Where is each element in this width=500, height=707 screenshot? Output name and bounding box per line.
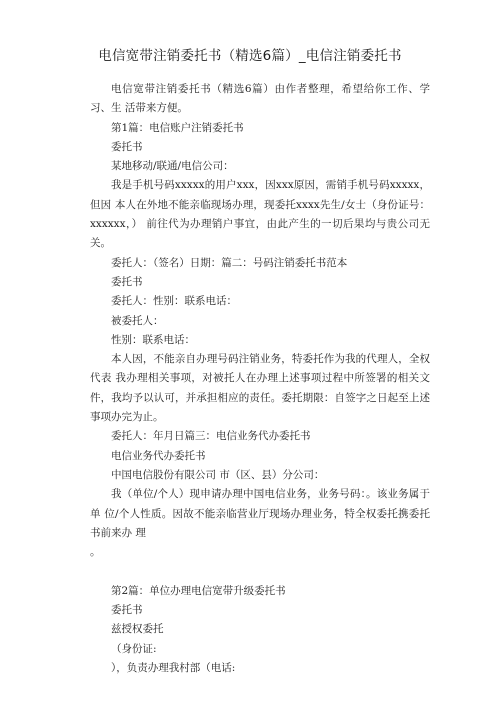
blank-line: [90, 562, 430, 581]
letter-heading: 电信业务代办委托书: [111, 449, 206, 462]
section-heading-1: 第1篇：电信账户注销委托书: [111, 121, 244, 134]
field-line: 性别：联系电话：: [111, 333, 195, 346]
section-heading-2: 第2篇：单位办理电信宽带升级委托书: [111, 584, 286, 597]
body-paragraph: 我是手机号码xxxxx的用户xxx，因xxx原因，需销手机号码xxxxx，但因 本人在外地不能亲临现场办理，现委托xxxx先生/女士（身份证号：xxxxxx，） 前往代为办理销户事宜，由此产生的一切后果均与贵公司无关。: [90, 179, 430, 250]
document-body: [90, 80, 430, 678]
addressee-line: 某地移动/联通/电信公司：: [111, 160, 234, 173]
addressee-line: 中国电信股份有限公司 市（区、县）分公司：: [111, 468, 325, 481]
letter-heading: 委托书: [111, 604, 143, 617]
letter-heading: 委托书: [111, 140, 143, 153]
body-paragraph: 本人因，不能亲自办理号码注销业务，特委托作为我的代理人，全权代表 我办理相关事项，对被托人在办理上述事项过程中所签署的相关文件，我均予以认可，并承担相应的责任。委托期限：自签字之日起至上述事项办完为止。: [90, 353, 430, 424]
letter-heading: 委托书: [111, 275, 143, 288]
signature-line: 委托人：年月日篇三：电信业务代办委托书: [111, 430, 311, 443]
document-title: 电信宽带注销委托书（精选6篇）_电信注销委托书: [98, 48, 402, 64]
signature-line: 委托人：（签名）日期：篇二：号码注销委托书范本: [111, 256, 348, 269]
field-line: （身份证:: [111, 642, 157, 655]
field-line: 兹授权委托: [111, 623, 164, 636]
body-paragraph: 我（单位/个人）现申请办理中国电信业务，业务号码：。该业务属于单 位/个人性质。因故不能亲临营业厅现场办理业务，特全权委托携委托书前来办 理: [90, 488, 430, 539]
field-line: 委托人：性别：联系电话：: [111, 295, 237, 308]
field-line: ），负责办理我村部（电话:: [111, 661, 236, 674]
period-line: 。: [90, 546, 101, 559]
intro-paragraph: 电信宽带注销委托书（精选6篇）由作者整理，希望给你工作、学习、生 活带来方便。: [90, 83, 430, 115]
field-line: 被委托人：: [111, 314, 164, 327]
